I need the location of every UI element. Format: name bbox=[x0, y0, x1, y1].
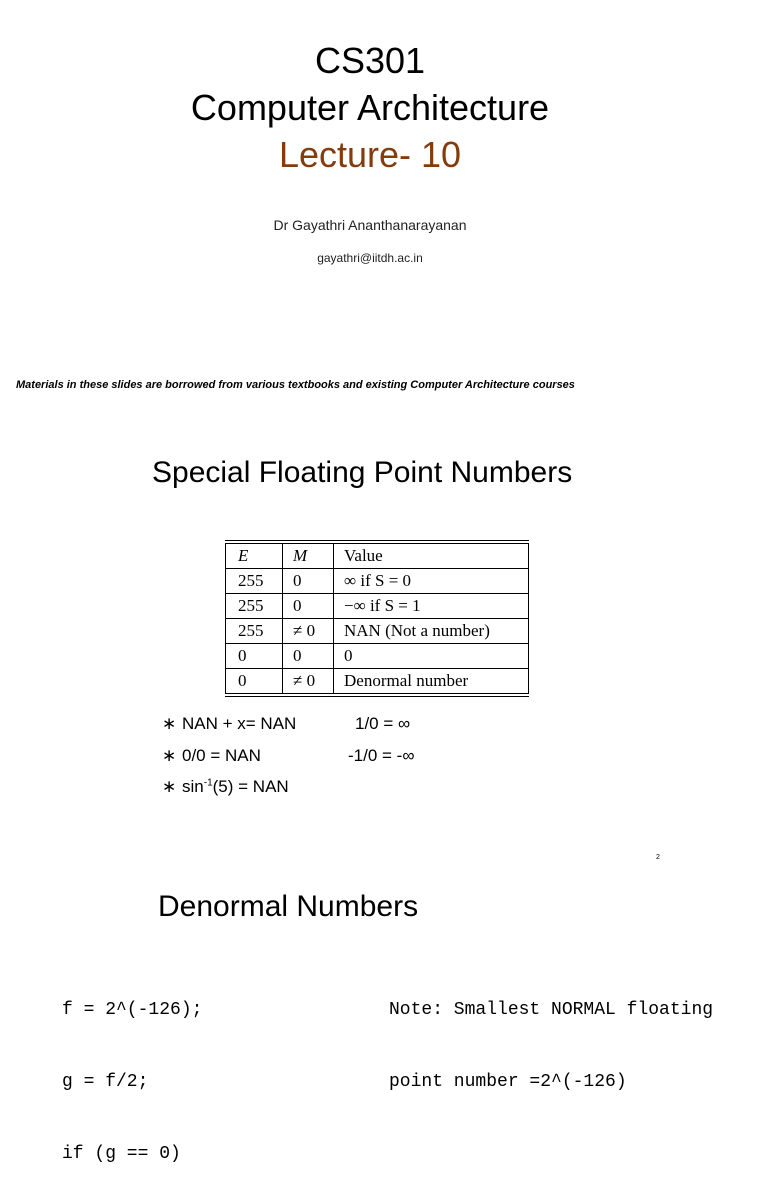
note-line: point number =2^(-126) bbox=[389, 1072, 627, 1092]
table-cell: 0 bbox=[283, 644, 334, 669]
author-email: gayathri@iitdh.ac.in bbox=[317, 251, 423, 265]
page-number: 2 bbox=[656, 854, 660, 861]
code-line: if (g == 0) bbox=[62, 1144, 181, 1164]
bullet-item bbox=[162, 777, 289, 797]
table-cell: ∞ if S = 0 bbox=[334, 569, 529, 594]
table-cell: ≠ 0 bbox=[283, 619, 334, 644]
bullet-marker: ∗ bbox=[162, 714, 177, 733]
author-name: Dr Gayathri Ananthanarayanan bbox=[273, 217, 467, 233]
table-cell: 255 bbox=[226, 619, 283, 644]
table-header-cell: E bbox=[226, 544, 283, 569]
table-cell: 255 bbox=[226, 594, 283, 619]
bullet-text-right: -1/0 = -∞ bbox=[348, 746, 415, 765]
special-fp-table bbox=[225, 540, 529, 697]
bullet-text: 0/0 = NAN bbox=[182, 746, 261, 765]
table-header-cell: Value bbox=[334, 544, 529, 569]
table-cell: 0 bbox=[226, 644, 283, 669]
code-line: f = 2^(-126); bbox=[62, 1000, 203, 1020]
note-line: Note: Smallest NORMAL floating bbox=[389, 1000, 714, 1020]
table-row bbox=[226, 594, 529, 619]
table-cell: −∞ if S = 1 bbox=[334, 594, 529, 619]
table-row bbox=[226, 644, 529, 669]
table-cell: 0 bbox=[226, 669, 283, 694]
course-code: CS301 bbox=[314, 40, 426, 81]
bullet-item bbox=[162, 714, 411, 734]
bullet-text: NAN + x= NAN bbox=[182, 714, 297, 733]
code-block bbox=[62, 950, 202, 1190]
bullet-text-end: (5) = NAN bbox=[212, 777, 289, 796]
lecture-number: Lecture- 10 bbox=[278, 134, 462, 175]
table-cell: Denormal number bbox=[334, 669, 529, 694]
bullet-superscript: -1 bbox=[203, 777, 213, 789]
code-line: g = f/2; bbox=[62, 1072, 149, 1092]
table-cell: 0 bbox=[334, 644, 529, 669]
course-name: Computer Architecture bbox=[190, 87, 550, 128]
slide-title-special-fp: Special Floating Point Numbers bbox=[152, 456, 573, 489]
bullet-marker: ∗ bbox=[162, 777, 177, 796]
table-cell: NAN (Not a number) bbox=[334, 619, 529, 644]
table-row bbox=[226, 619, 529, 644]
table-cell: ≠ 0 bbox=[283, 669, 334, 694]
table-cell: 255 bbox=[226, 569, 283, 594]
slide-title-denormal: Denormal Numbers bbox=[158, 890, 419, 923]
bullet-text-right: 1/0 = ∞ bbox=[355, 714, 411, 733]
bullet-text: sin bbox=[182, 777, 204, 796]
disclaimer-text: Materials in these slides are borrowed from various textbooks and existing Computer Architecture courses bbox=[16, 379, 575, 391]
bullet-item bbox=[162, 746, 415, 766]
table-cell: 0 bbox=[283, 594, 334, 619]
table-cell: 0 bbox=[283, 569, 334, 594]
table-row bbox=[226, 569, 529, 594]
note-block bbox=[389, 950, 713, 1118]
table-header-cell: M bbox=[283, 544, 334, 569]
table-header-row bbox=[226, 544, 529, 569]
table-row bbox=[226, 669, 529, 694]
bullet-marker: ∗ bbox=[162, 746, 177, 765]
